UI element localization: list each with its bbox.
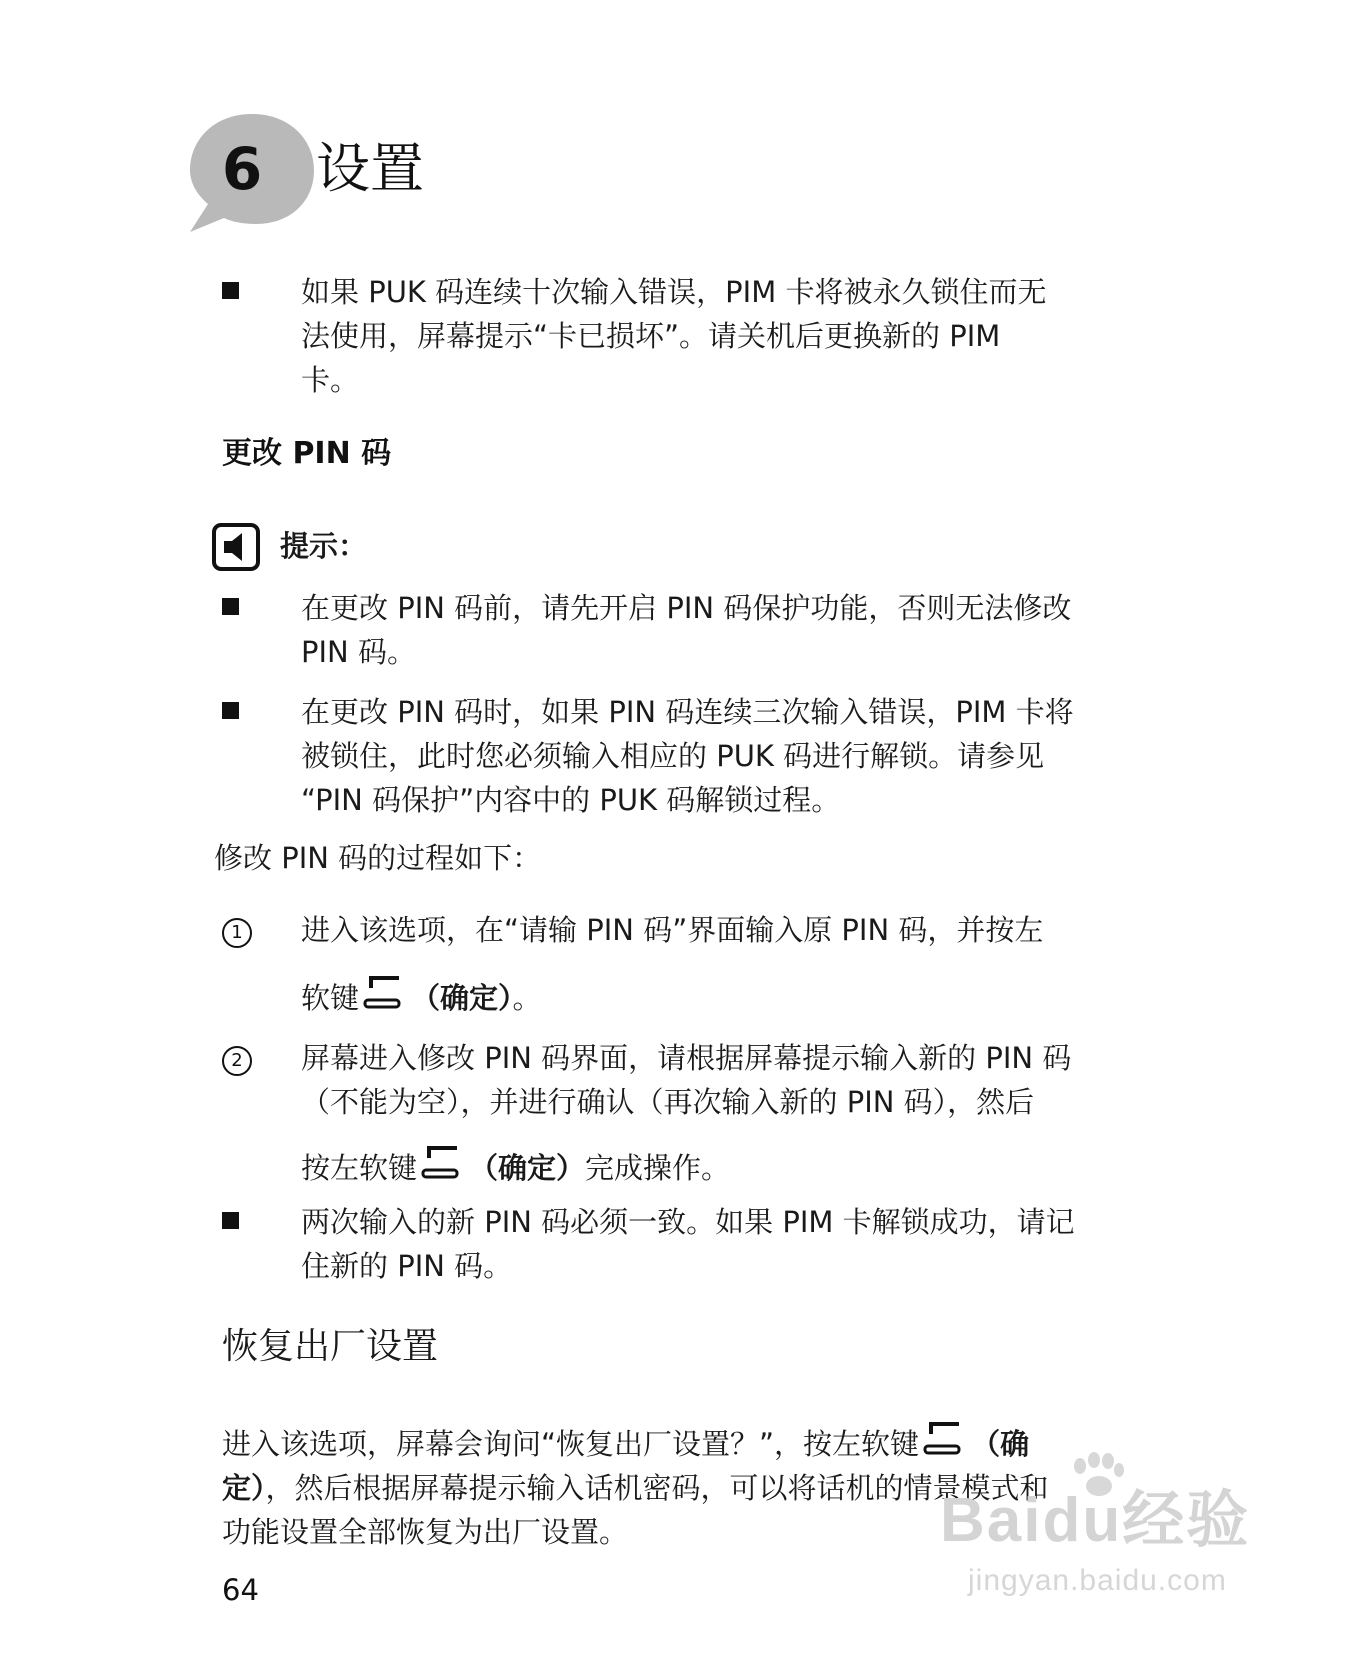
- left-softkey-icon: [421, 1140, 461, 1184]
- step-marker-2: 2: [222, 1046, 252, 1076]
- note-item-2: 在更改 PIN 码时，如果 PIN 码连续三次输入错误，PIM 卡将 被锁住，此时您必须输入相应的 PUK 码进行解锁。请参见 “PIN 码保护”内容中的 PUK 码解锁过程。: [301, 695, 1074, 817]
- note-label: 提示：: [280, 529, 368, 563]
- bullet-square: [222, 282, 239, 299]
- baidu-watermark: [940, 1452, 1270, 1622]
- factory-reset-heading: 恢复出厂设置: [222, 1326, 439, 1367]
- step-2-text: 屏幕进入修改 PIN 码界面，请根据屏幕提示输入新的 PIN 码 （不能为空），并进行确认（再次输入新的 PIN 码），然后 按左软键 （确定）完成操作。: [301, 1041, 1072, 1185]
- step-marker-1: 1: [222, 918, 252, 948]
- final-note: 两次输入的新 PIN 码必须一致。如果 PIM 卡解锁成功，请记 住新的 PIN 码。: [301, 1205, 1075, 1283]
- note-item-1: 在更改 PIN 码前，请先开启 PIN 码保护功能，否则无法修改 PIN 码。: [301, 591, 1072, 669]
- bullet-square: [222, 598, 239, 615]
- speaker-note-icon: [212, 523, 260, 571]
- step-1-text: 进入该选项，在“请输 PIN 码”界面输入原 PIN 码，并按左 软键 （确定）。: [301, 913, 1044, 1015]
- puk-warning-paragraph: 如果 PUK 码连续十次输入错误，PIM 卡将被永久锁住而无 法使用，屏幕提示“卡已损坏”。请关机后更换新的 PIM 卡。: [301, 275, 1047, 397]
- change-pin-heading: 更改 PIN 码: [222, 436, 392, 471]
- change-pin-intro: 修改 PIN 码的过程如下：: [214, 841, 542, 875]
- watermark-brand: Baidu经验: [940, 1486, 1251, 1555]
- bullet-square: [222, 1212, 239, 1229]
- watermark-url: jingyan.baidu.com: [968, 1564, 1227, 1597]
- chapter-number: 6: [221, 135, 263, 203]
- bullet-square: [222, 702, 239, 719]
- left-softkey-icon: [363, 970, 403, 1014]
- factory-reset-paragraph: 进入该选项，屏幕会询问“恢复出厂设置？”，按左软键 （确 定），然后根据屏幕提示输入话机密码，可以将话机的情景模式和 功能设置全部恢复为出厂设置。: [222, 1416, 1102, 1554]
- chapter-title: 设置: [316, 137, 424, 200]
- page-number: 64: [222, 1573, 259, 1607]
